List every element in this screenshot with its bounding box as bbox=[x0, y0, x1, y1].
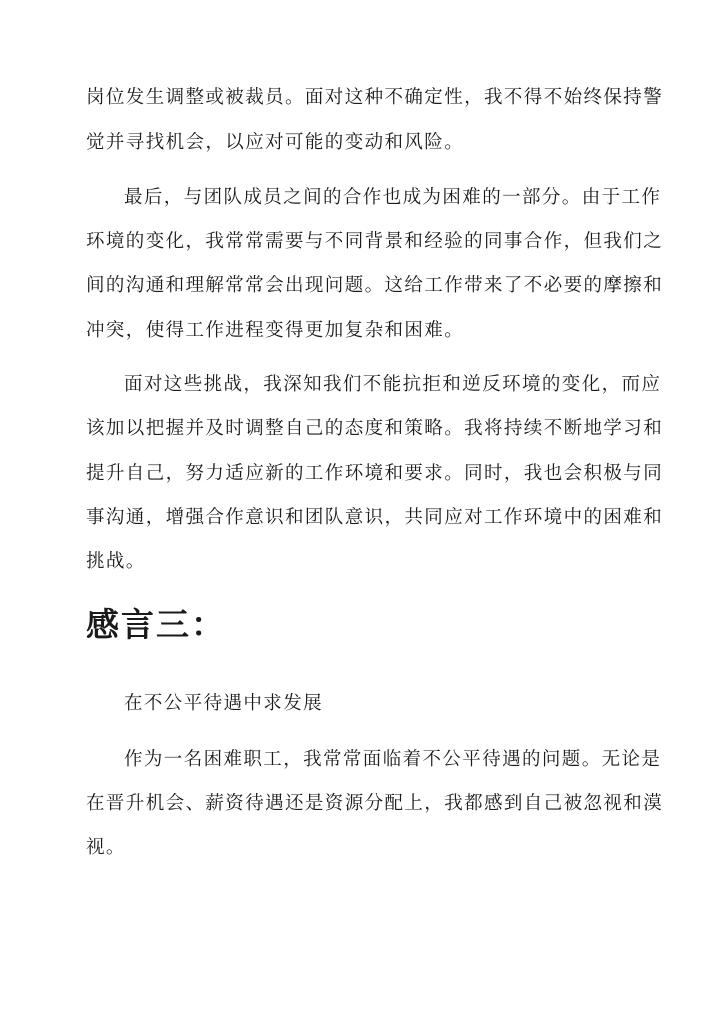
section-heading: 感言三： bbox=[86, 605, 226, 644]
section-body-line-3: 视。 bbox=[86, 837, 126, 858]
section-body-line-1: 作为一名困难职工，我常常面临着不公平待遇的问题。无论是 bbox=[124, 749, 662, 770]
section-body-line-2: 在晋升机会、薪资待遇还是资源分配上，我都感到自己被忽视和漠 bbox=[86, 793, 664, 814]
paragraph-3-line-2: 该加以把握并及时调整自己的态度和策略。我将持续不断地学习和 bbox=[86, 418, 664, 439]
paragraph-3-line-3: 提升自己，努力适应新的工作环境和要求。同时，我也会积极与同 bbox=[86, 463, 664, 484]
paragraph-1-line-1: 岗位发生调整或被裁员。面对这种不确定性，我不得不始终保持警 bbox=[86, 87, 664, 108]
paragraph-3-line-1: 面对这些挑战，我深知我们不能抗拒和逆反环境的变化，而应 bbox=[124, 374, 662, 395]
paragraph-1-line-2: 觉并寻找机会，以应对可能的变动和风险。 bbox=[86, 132, 465, 153]
paragraph-2-line-2: 环境的变化，我常常需要与不同背景和经验的同事合作，但我们之 bbox=[86, 231, 664, 252]
section-subtitle: 在不公平待遇中求发展 bbox=[124, 693, 324, 714]
paragraph-3-line-5: 挑战。 bbox=[86, 551, 146, 572]
paragraph-2-line-3: 间的沟通和理解常常会出现问题。这给工作带来了不必要的摩擦和 bbox=[86, 275, 664, 296]
paragraph-2-line-4: 冲突，使得工作进程变得更加复杂和困难。 bbox=[86, 320, 465, 341]
paragraph-3-line-4: 事沟通，增强合作意识和团队意识，共同应对工作环境中的困难和 bbox=[86, 507, 664, 528]
paragraph-2-line-1: 最后，与团队成员之间的合作也成为困难的一部分。由于工作 bbox=[124, 187, 662, 208]
